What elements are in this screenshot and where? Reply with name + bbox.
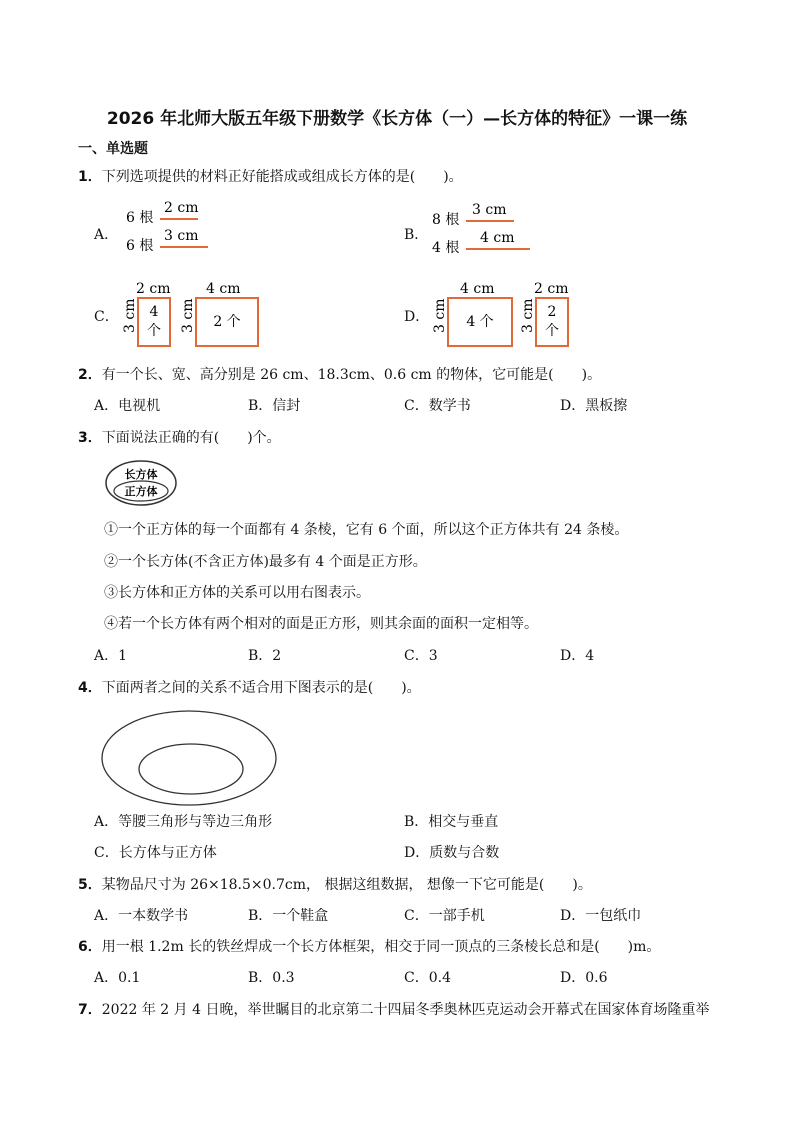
question-text: 2022 年 2 月 4 日晚，举世瞩目的北京第二十四届冬季奥林匹克运动会开幕式在国家体育场隆重举 xyxy=(101,1002,710,1018)
question-text: 有一个长、宽、高分别是 26 cm、18.3cm、0.6 cm 的物体，它可能是( )。 xyxy=(101,367,602,383)
height-label: 3 cm xyxy=(520,298,536,333)
question-number: 2． xyxy=(78,367,102,383)
venn-diagram xyxy=(104,458,180,508)
option-c-label: C． xyxy=(94,309,119,325)
option: D．4 xyxy=(560,648,595,664)
face-count-unit: 个 xyxy=(147,323,161,339)
option: B．2 xyxy=(248,648,282,664)
question-number: 5． xyxy=(78,877,102,893)
option-b-label: B． xyxy=(404,227,429,243)
width-label: 2 cm xyxy=(534,281,569,297)
option-a-sticks-diagram xyxy=(120,196,230,262)
outer-ellipse xyxy=(102,711,276,805)
face-count: 4 个 xyxy=(466,314,494,330)
face-count: 2 个 xyxy=(213,314,241,330)
option: D．一包纸巾 xyxy=(560,908,642,924)
question-text: 下面说法正确的有( )个。 xyxy=(101,430,281,446)
option: A．0.1 xyxy=(94,970,141,986)
stick-length: 3 cm xyxy=(164,228,199,244)
option: A．一本数学书 xyxy=(94,908,189,924)
stick-count: 6 根 xyxy=(126,210,154,226)
stick-count: 8 根 xyxy=(432,212,460,228)
section-heading: 一、单选题 xyxy=(78,141,148,157)
question-number: 1． xyxy=(78,169,102,185)
question-text: 用一根 1.2m 长的铁丝焊成一个长方体框架，相交于同一顶点的三条棱长总和是( )m。 xyxy=(101,939,661,955)
option: C．一部手机 xyxy=(404,908,485,924)
option: D．0.6 xyxy=(560,970,608,986)
option: B．一个鞋盒 xyxy=(248,908,329,924)
venn-outer-label: 长方体 xyxy=(124,468,158,481)
stick-count: 4 根 xyxy=(432,240,460,256)
question-6 xyxy=(78,936,660,956)
height-label: 3 cm xyxy=(180,298,196,333)
option: B．0.3 xyxy=(248,970,295,986)
option: A．等腰三角形与等边三角形 xyxy=(94,814,273,830)
question-number: 6． xyxy=(78,939,102,955)
question-1 xyxy=(78,166,463,186)
nested-ellipse-diagram xyxy=(100,708,280,808)
option-c-faces-diagram xyxy=(118,278,268,350)
question-number: 4． xyxy=(78,680,102,696)
statement: ④若一个长方体有两个相对的面是正方形，则其余面的面积一定相等。 xyxy=(104,616,538,632)
question-text: 下面两者之间的关系不适合用下图表示的是( )。 xyxy=(101,680,421,696)
width-label: 4 cm xyxy=(206,281,241,297)
stick-length: 3 cm xyxy=(472,202,507,218)
width-label: 2 cm xyxy=(136,281,171,297)
face-count: 2 xyxy=(547,304,557,320)
question-text: 某物品尺寸为 26×18.5×0.7cm， 根据这组数据， 想像一下它可能是( )。 xyxy=(101,877,592,893)
face-count: 4 xyxy=(149,304,159,320)
question-number: 7． xyxy=(78,1002,102,1018)
stick-length: 4 cm xyxy=(480,230,515,246)
page-title: 2026 年北师大版五年级下册数学《长方体（一）—长方体的特征》一课一练 xyxy=(106,109,688,129)
question-3 xyxy=(78,427,281,447)
face-count-unit: 个 xyxy=(545,323,559,339)
stick-count: 6 根 xyxy=(126,238,154,254)
option-d-label: D． xyxy=(404,309,430,325)
question-number: 3． xyxy=(78,430,102,446)
option: C．0.4 xyxy=(404,970,451,986)
option-d-faces-diagram xyxy=(428,278,578,350)
height-label: 3 cm xyxy=(122,298,138,333)
option: A．电视机 xyxy=(94,398,161,414)
option: D．黑板擦 xyxy=(560,398,628,414)
question-4 xyxy=(78,677,421,697)
question-7 xyxy=(78,999,709,1019)
statement: ③长方体和正方体的关系可以用右图表示。 xyxy=(104,585,370,601)
option: A．1 xyxy=(94,648,128,664)
option: C．数学书 xyxy=(404,398,471,414)
stick-length: 2 cm xyxy=(164,200,199,216)
option: C．长方体与正方体 xyxy=(94,845,217,861)
venn-inner-label: 正方体 xyxy=(124,485,158,498)
option-a-label: A． xyxy=(94,227,119,243)
width-label: 4 cm xyxy=(460,281,495,297)
statement: ②一个长方体(不含正方体)最多有 4 个面是正方形。 xyxy=(104,554,427,570)
question-2 xyxy=(78,364,601,384)
option: C．3 xyxy=(404,648,438,664)
question-text: 下列选项提供的材料正好能搭成或组成长方体的是( )。 xyxy=(101,169,463,185)
question-5 xyxy=(78,874,592,894)
option: B．信封 xyxy=(248,398,301,414)
statement: ①一个正方体的每一个面都有 4 条棱，它有 6 个面，所以这个正方体共有 24 条棱。 xyxy=(104,522,629,538)
height-label: 3 cm xyxy=(432,298,448,333)
option: B．相交与垂直 xyxy=(404,814,499,830)
inner-ellipse xyxy=(139,744,243,794)
option-b-sticks-diagram xyxy=(428,198,548,264)
option: D．质数与合数 xyxy=(404,845,500,861)
